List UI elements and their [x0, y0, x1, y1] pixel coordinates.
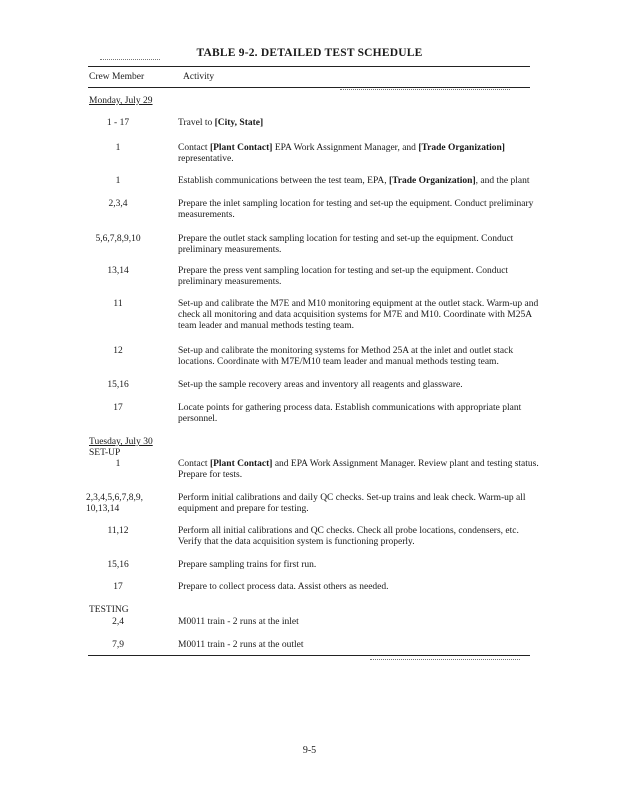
- activity-cell: Perform initial calibrations and daily QC checks. Set-up trains and leak check. Warm-up all equipment and prepare for testing.: [178, 493, 526, 514]
- scan-artifact: [100, 59, 160, 60]
- activity-cell: Contact [Plant Contact] and EPA Work Assignment Manager. Review plant and testing status. Prepare for tests.: [178, 459, 539, 480]
- section-label-testing: TESTING: [89, 605, 129, 615]
- activity-cell: Prepare the outlet stack sampling location for testing and set-up the equipment. Conduct preliminary measurements.: [178, 234, 514, 255]
- activity-cell: Set-up the sample recovery areas and inventory all reagents and glassware.: [178, 380, 463, 390]
- crew-cell: 17: [113, 582, 123, 592]
- crew-cell: 1 - 17: [106, 118, 130, 128]
- activity-cell: Travel to [City, State]: [178, 118, 264, 128]
- activity-cell: M0011 train - 2 runs at the outlet: [178, 640, 304, 650]
- column-header-activity: Activity: [183, 72, 215, 82]
- crew-cell: 15,16: [107, 380, 129, 390]
- activity-cell: Perform all initial calibrations and QC checks. Check all probe locations, condensers, etc. Verify that the data acquisition system is functioning properly.: [178, 526, 519, 547]
- activity-cell: Contact [Plant Contact] EPA Work Assignment Manager, and [Trade Organization] representative.: [178, 143, 505, 164]
- activity-cell: Establish communications between the test team, EPA, [Trade Organization], and the plant: [178, 176, 530, 186]
- scan-artifact: [370, 659, 520, 660]
- crew-cell: 11,12: [107, 526, 129, 536]
- crew-cell: 17: [113, 403, 123, 413]
- crew-cell: 13,14: [107, 266, 129, 276]
- day-heading-monday: Monday, July 29: [89, 96, 153, 106]
- crew-cell: 11: [113, 299, 123, 309]
- activity-cell: Prepare the inlet sampling location for testing and set-up the equipment. Conduct preliminary measurements.: [178, 199, 534, 220]
- crew-cell: 1: [115, 459, 121, 469]
- activity-cell: Set-up and calibrate the M7E and M10 monitoring equipment at the outlet stack. Warm-up and check all monitoring and data acquisition systems for M7E and M10. Coordinate with M25A team leader and manual methods testing team.: [178, 299, 539, 331]
- activity-cell: Prepare the press vent sampling location for testing and set-up the equipment. Conduct preliminary measurements.: [178, 266, 509, 287]
- table-title: TABLE 9-2. DETAILED TEST SCHEDULE: [196, 47, 423, 59]
- table-bottom-rule: [88, 655, 530, 656]
- crew-cell: 2,3,4: [108, 199, 128, 209]
- header-top-rule: [88, 66, 530, 67]
- crew-cell: 2,3,4,5,6,7,8,9, 10,13,14: [86, 493, 143, 514]
- header-bottom-rule: [88, 87, 530, 88]
- crew-cell: 1: [115, 176, 121, 186]
- activity-cell: Prepare to collect process data. Assist others as needed.: [178, 582, 389, 592]
- crew-cell: 2,4: [112, 617, 124, 627]
- scan-artifact: [340, 89, 510, 90]
- crew-cell: 12: [113, 346, 123, 356]
- crew-cell: 7,9: [112, 640, 124, 650]
- column-header-crew: Crew Member: [89, 72, 145, 82]
- crew-cell: 1: [115, 143, 121, 153]
- activity-cell: Prepare sampling trains for first run.: [178, 560, 317, 570]
- section-label-setup: SET-UP: [89, 448, 121, 458]
- page-number: 9-5: [302, 745, 317, 756]
- crew-cell: 5,6,7,8,9,10: [95, 234, 141, 244]
- activity-cell: Locate points for gathering process data. Establish communications with appropriate plant personnel.: [178, 403, 522, 424]
- activity-cell: Set-up and calibrate the monitoring systems for Method 25A at the inlet and outlet stack locations. Coordinate with M7E/M10 team leader and manual methods testing team.: [178, 346, 514, 367]
- day-heading-tuesday: Tuesday, July 30: [89, 437, 153, 447]
- crew-cell: 15,16: [107, 560, 129, 570]
- activity-cell: M0011 train - 2 runs at the inlet: [178, 617, 299, 627]
